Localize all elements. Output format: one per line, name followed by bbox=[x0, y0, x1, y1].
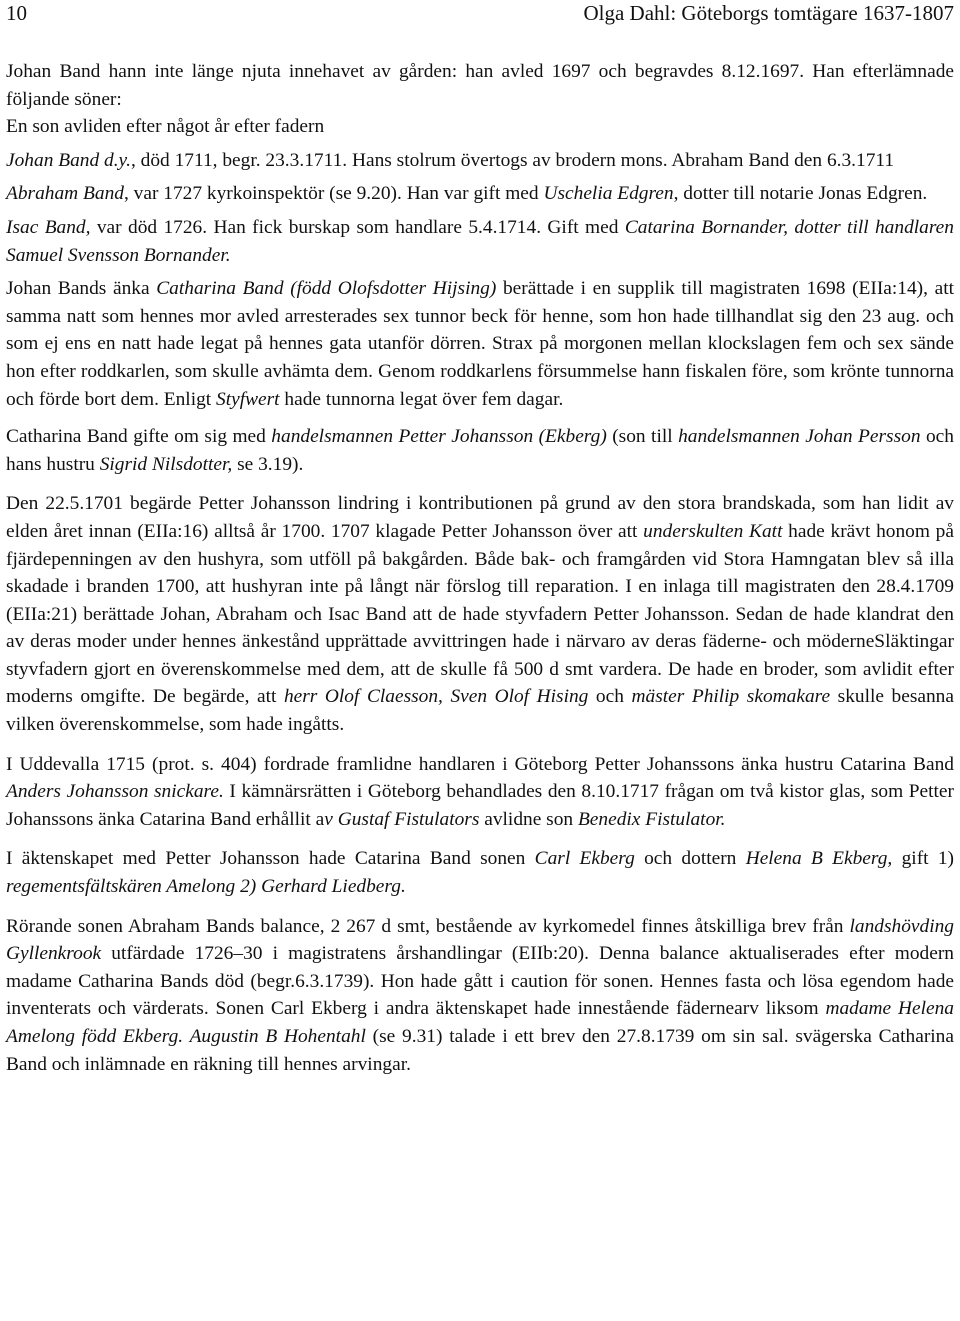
body-text bbox=[6, 58, 954, 1078]
paragraph-son-unnamed bbox=[6, 113, 954, 141]
italic-text-run: v Gustaf Fistulators bbox=[324, 808, 480, 830]
text-run: skulle besanna vilken överenskommelse, som hade ingåtts. bbox=[6, 686, 954, 736]
text-run: I äktenskapet med Petter Johansson hade Catarina Band sonen bbox=[6, 848, 535, 870]
text-run: (se 9.31) talade i ett brev den 27.8.1739 om sin sal. svägerska Catharina Band och inlämnade en räkning till hennes arvingar. bbox=[6, 1026, 954, 1075]
text-run: berättade i en supplik till magistraten 1698 (EIIa:14), att samma natt som hennes mor avled arresterades sex tunnor beck för henne, som hon hade tillhandlat sig den 23 aug. och som ej ens en natt hade legat på hennes gata utanför dörren. Strax på morgonen mellan klockslagen fem och sex sände hon efter roddkarlen, som skulle avhämta dem. Genom roddkarlens försummelse hann fiskalen före, som krönte tunnorna och förde bort dem. Enligt bbox=[6, 278, 954, 410]
text-run: och hans hustru bbox=[6, 426, 954, 475]
text-run: Johan Bands änka bbox=[6, 278, 157, 300]
italic-text-run: Styfwert bbox=[216, 388, 280, 410]
italic-text-run: underskulten Katt bbox=[643, 520, 783, 542]
text-run: och dottern bbox=[634, 848, 746, 870]
text-run: se 3.19). bbox=[232, 453, 304, 475]
italic-text-run: handelsmannen Johan Persson bbox=[678, 426, 921, 448]
text-run: gift 1) bbox=[892, 848, 955, 870]
italic-text-run: Sigrid Nilsdotter, bbox=[99, 453, 233, 475]
text-run: avlidne son bbox=[479, 808, 578, 830]
text-run: En son avliden efter något år efter fadern bbox=[6, 116, 325, 138]
page-number: 10 bbox=[6, 1, 27, 25]
italic-text-run: Catarina Bornander, dotter till handlaren Samuel Svensson Bornander. bbox=[6, 216, 954, 266]
italic-text-run: Uschelia Edgren bbox=[543, 183, 674, 205]
paragraph-children-of-marriage bbox=[6, 845, 954, 900]
text-run: utfärdade 1726–30 i magistratens årshandlingar (EIIb:20). Denna balance aktualiserades efter modern madame Catharina Bands död (begr.6.3.1739). Hon hade gått i caution för sonen. Hennes fasta och lösa egendom hade inventerats och värderats. Sonen Carl Ekberg i andra äktenskapet hade innestående fädernearv liksom bbox=[6, 943, 954, 1020]
italic-text-run: regementsfältskären Amelong 2) Gerhard Liedberg. bbox=[6, 876, 406, 898]
italic-text-run: handelsmannen Petter Johansson (Ekberg) bbox=[271, 426, 607, 448]
italic-text-run: Benedix Fistulator. bbox=[577, 808, 726, 830]
text-run: Catharina Band gifte om sig med bbox=[6, 426, 272, 448]
text-run: Den 22.5.1701 begärde Petter Johansson lindring i kontributionen på grund av den stora brandskada, som han lidit av elden året innan (EIIa:16) alltså år 1700. 1707 klagade Petter Johansson över att bbox=[6, 493, 954, 542]
paragraph-uddevalla bbox=[6, 751, 954, 834]
paragraph-son-abraham bbox=[6, 180, 954, 208]
page-header bbox=[6, 0, 954, 26]
italic-text-run: Carl Ekberg bbox=[534, 848, 635, 870]
text-run: (son till bbox=[606, 426, 679, 448]
italic-text-run: madame Helena Amelong född Ekberg. Augustin B Hohentahl bbox=[6, 998, 954, 1047]
paragraph-fire-and-dispute bbox=[6, 490, 954, 738]
text-run: , dotter till notarie Jonas Edgren. bbox=[673, 183, 928, 205]
text-run: var död 1726. Han fick burskap som handlare 5.4.1714. Gift med bbox=[90, 216, 625, 238]
text-run: , var 1727 kyrkoinspektör (se 9.20). Han var gift med bbox=[123, 183, 544, 205]
text-run: hade tunnorna legat över fem dagar. bbox=[279, 388, 564, 410]
paragraph-son-johan bbox=[6, 147, 954, 175]
italic-text-run: Abraham Band bbox=[6, 183, 124, 205]
paragraph-remarriage bbox=[6, 423, 954, 478]
text-run: hade krävt honom på fjärdepenningen av den hushyra, som utföll på bakgården. Både bak- och framgården vid Stora Hamngatan blev så illa skadade i branden 1700, att hushyran inte på långt när förslog till reparation. I en inlaga till magistraten den 28.4.1709 (EIIa:21) berättade Johan, Abraham och Isac Band att de hade styvfadern Petter Johansson. Sedan de hade klandrat den av deras moder under hennes änkestånd upprättade avvittringen hade i närvaro av deras fäderne- och möderneSläktingar styvfadern gjort en överenskommelse med dem, att de skulle få 500 d smt vardera. De hade en broder, som avlidit efter moderns omgifte. De begärde, att bbox=[6, 520, 954, 708]
italic-text-run: Johan Band d.y. bbox=[6, 149, 131, 171]
paragraph-death-of-johan-band bbox=[6, 58, 954, 113]
running-title: Olga Dahl: Göteborgs tomtägare 1637-1807 bbox=[583, 1, 954, 25]
italic-text-run: herr Olof Claesson, Sven Olof Hising bbox=[283, 686, 589, 708]
text-run: , död 1711, begr. 23.3.1711. Hans stolrum övertogs av brodern mons. Abraham Band den 6.3.1711 bbox=[130, 149, 895, 171]
text-run: Johan Band hann inte länge njuta innehavet av gården: han avled 1697 och begravdes 8.12.1697. Han efterlämnade följande söner: bbox=[6, 61, 954, 110]
italic-text-run: Anders Johansson snickare. bbox=[6, 781, 224, 803]
italic-text-run: Helena B Ekberg, bbox=[745, 848, 893, 870]
italic-text-run: landshövding Gyllenkrook bbox=[6, 915, 954, 965]
text-run: Rörande sonen Abraham Bands balance, 2 267 d smt, bestående av kyrkomedel finnes åtskilliga brev från bbox=[6, 915, 850, 937]
text-run: I Uddevalla 1715 (prot. s. 404) fordrade framlidne handlaren i Göteborg Petter Johanssons änka hustru Catarina Band bbox=[6, 753, 954, 775]
text-run: och bbox=[588, 686, 632, 708]
italic-text-run: Catharina Band (född Olofsdotter Hijsing) bbox=[156, 278, 497, 300]
paragraph-son-isac bbox=[6, 214, 954, 269]
italic-text-run: Isac Band, bbox=[6, 216, 91, 238]
italic-text-run: mäster Philip skomakare bbox=[631, 686, 831, 708]
text-run: I kämnärsrätten i Göteborg behandlades den 8.10.1717 frågan om två kistor glas, som Petter Johanssons änka Catarina Band erhållit a bbox=[6, 781, 954, 830]
paragraph-widow-supplication bbox=[6, 275, 954, 413]
paragraph-abraham-balance bbox=[6, 913, 954, 1079]
